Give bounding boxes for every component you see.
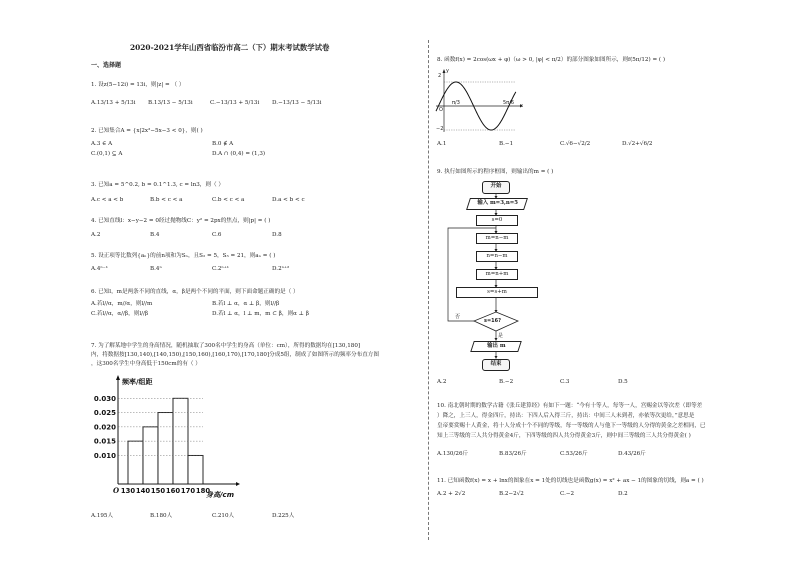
flow-step-4: s=s+m bbox=[456, 287, 538, 298]
q5-option-c: C.2ⁿ⁺¹ bbox=[212, 266, 230, 272]
hist-x-arrow bbox=[236, 482, 240, 486]
q1-option-d: D.−13/13 − 5/13i bbox=[272, 100, 322, 106]
q8-option-b: B.−1 bbox=[499, 141, 514, 147]
q8-option-c: C.√6−√2/2 bbox=[560, 141, 591, 147]
hist-x-tick: 150 bbox=[150, 487, 166, 495]
q9-option-a: A.2 bbox=[437, 379, 447, 385]
q6-option-d: D.若l ⊥ α，l ⊥ m，m ⊂ β，则α ⊥ β bbox=[212, 311, 309, 317]
hist-bar bbox=[128, 441, 143, 484]
section-heading: 一、选择题 bbox=[91, 62, 122, 69]
q7-option-d: D.225人 bbox=[272, 513, 295, 519]
q3-option-d: D.a < b < c bbox=[272, 197, 305, 203]
flow-input bbox=[466, 198, 528, 210]
flow-no-label: 否 bbox=[455, 314, 461, 320]
q9-option-b: B.−2 bbox=[499, 379, 514, 385]
q4-option-d: D.8 bbox=[272, 232, 282, 238]
q4-stem: 4. 已知直线l：x−y−2 = 0经过抛物线C：y² = 2px的焦点，则|p| = ( ) bbox=[91, 218, 271, 224]
q3-stem: 3. 已知a = 5^0.2, b = 0.1^1.3, c = ln3，则（ ） bbox=[91, 182, 224, 188]
q7-option-c: C.210人 bbox=[212, 513, 235, 519]
q7-stem-line3: ，这300名学生中身高低于150cm的有（ ） bbox=[91, 361, 201, 367]
q7-stem-line1: 7. 为了解某地中学生的身高情况，随机抽取了300名中学生的身高（单位：cm），所得的数据均在[130,180] bbox=[91, 343, 361, 349]
q10-stem-line1: 10. 南北朝时期的数学古籍《张丘建算经》有如下一题：“今有十等人，每等一人，宫赐金以等次差（即等差 bbox=[437, 403, 703, 409]
q4-option-c: C.6 bbox=[212, 232, 222, 238]
q4-option-a: A.2 bbox=[91, 232, 101, 238]
q11-option-d: D.2 bbox=[618, 491, 628, 497]
q7-option-b: B.180人 bbox=[150, 513, 173, 519]
q9-option-d: D.5 bbox=[618, 379, 628, 385]
q10-stem-line2: ）降之，上三人，得金四斤，持出：下四人后入得三斤，持出：中间三人未到者，亦依等次更给，”意思是 bbox=[437, 413, 695, 419]
q8-stem: 8. 函数f(x) = 2cos(ωx + φ)（ω > 0, |φ| < π/2）的部分图象如图所示，则f(5π/12) = ( ) bbox=[437, 57, 666, 63]
hist-bar bbox=[158, 413, 173, 484]
q7-stem-line2: 内，将数据按[130,140),[140,150),[150,160),[160,170),[170,180]分成5组，制成了如图所示的频率分布直方图 bbox=[91, 352, 379, 358]
q11-option-c: C.−2 bbox=[560, 491, 575, 497]
q3-option-b: B.b < c < a bbox=[150, 197, 183, 203]
q2-option-b: B.0 ∉ A bbox=[212, 141, 234, 147]
hist-x-tick: 170 bbox=[180, 487, 196, 495]
hist-origin: O bbox=[113, 486, 120, 495]
q6-stem: 6. 已知l，m是两条不同的直线，α，β是两个不同的平面，则下面命题正确的是（ ） bbox=[91, 289, 299, 295]
q2-option-d: D.A ∩ (0,4) = (1,3) bbox=[212, 151, 266, 157]
q8-option-a: A.1 bbox=[437, 141, 447, 147]
page-title: 2020-2021学年山西省临汾市高二（下）期末考试数学试卷 bbox=[130, 43, 330, 52]
q1-stem: 1. 设z(5−12i) = 13i，则|z| = （ ） bbox=[91, 82, 185, 88]
q9-stem: 9. 执行如图所示的程序框图，则输出的m = ( ) bbox=[437, 169, 554, 175]
flow-end: 结束 bbox=[482, 359, 510, 371]
q10-stem-line4: 知上三等级的三人共分得黄金4斤，下四等级的四人共分得黄金3斤，则中间三等级的三人共分得黄金( ) bbox=[437, 433, 691, 439]
cos-y-min: −2 bbox=[436, 126, 444, 132]
cos-x-tick2: 5π/6 bbox=[503, 100, 515, 106]
cos-y-label: y bbox=[446, 68, 449, 74]
cos-y-max: 2 bbox=[438, 73, 442, 79]
q8-option-d: D.√2+√6/2 bbox=[622, 141, 653, 147]
q9-option-c: C.3 bbox=[560, 379, 570, 385]
q11-option-a: A.2 + 2√2 bbox=[437, 491, 466, 497]
q10-option-d: D.43/26斤 bbox=[618, 451, 646, 457]
hist-x-tick: 130 bbox=[120, 487, 136, 495]
q5-option-d: D.2ⁿ⁺² bbox=[272, 266, 290, 272]
q1-option-b: B.13/13 − 5/13i bbox=[148, 100, 193, 106]
q11-stem: 11. 已知函数f(x) = x + lnx的图象在x = 1处的切线也是函数g(x) = x² + ax − 1的图象的切线，则a = ( ) bbox=[437, 478, 704, 484]
q10-option-b: B.83/26斤 bbox=[499, 451, 527, 457]
q2-stem: 2. 已知集合A = {x|2x²−5x−3 < 0}，则( ) bbox=[91, 128, 203, 134]
q6-option-a: A.若l//α，m//α，则l//m bbox=[91, 301, 153, 307]
q5-option-a: A.4ⁿ⁻¹ bbox=[91, 266, 108, 272]
flow-init-s: s=0 bbox=[476, 215, 518, 226]
hist-y-tick: 0.020 bbox=[93, 423, 116, 432]
flow-input-text: 输入 m=3,n=5 bbox=[476, 200, 518, 206]
hist-x-tick: 160 bbox=[165, 487, 181, 495]
flow-condition: s=16? bbox=[484, 318, 502, 324]
hist-y-tick: 0.010 bbox=[93, 451, 116, 460]
q7-option-a: A.195人 bbox=[91, 513, 114, 519]
q5-stem: 5. 设正项等比数列{aₙ}的前n项和为Sₙ，且S₂ = 5，S₃ = 21，则aₙ = ( ) bbox=[91, 253, 276, 259]
hist-y-tick: 0.015 bbox=[93, 437, 116, 446]
hist-y-tick: 0.025 bbox=[93, 409, 116, 418]
flow-step-3: m=n+m bbox=[476, 269, 518, 280]
q3-option-a: A.c < a < b bbox=[91, 197, 124, 203]
q5-option-b: B.4ⁿ bbox=[150, 266, 162, 272]
hist-x-tick: 180 bbox=[195, 487, 211, 495]
q11-option-b: B.2−2√2 bbox=[499, 491, 524, 497]
flow-step-2: n=n−m bbox=[476, 251, 518, 262]
q1-option-c: C.−13/13 + 5/13i bbox=[210, 100, 260, 106]
hist-y-tick: 0.030 bbox=[93, 394, 116, 403]
cos-origin: O bbox=[439, 107, 443, 113]
hist-bar bbox=[188, 455, 203, 484]
cos-x-tick1: π/3 bbox=[452, 100, 460, 106]
q1-option-a: A.13/13 + 5/13i bbox=[91, 100, 136, 106]
q3-option-c: C.b < c < a bbox=[212, 197, 245, 203]
q10-option-a: A.130/26斤 bbox=[437, 451, 469, 457]
flow-step-1: m=n−m bbox=[476, 233, 518, 244]
flow-output bbox=[470, 341, 522, 352]
q2-option-a: A.3 ∈ A bbox=[91, 141, 113, 147]
cos-x-label: x bbox=[520, 103, 523, 109]
q2-option-c: C.(0,1) ⊆ A bbox=[91, 151, 123, 157]
hist-y-label: 频率/组距 bbox=[122, 378, 153, 386]
histogram bbox=[88, 372, 268, 502]
column-divider bbox=[428, 40, 429, 540]
flow-yes-label: 是 bbox=[498, 333, 504, 339]
hist-x-tick: 140 bbox=[135, 487, 151, 495]
flow-output-text: 输出 m bbox=[486, 343, 506, 349]
q6-option-b: B.若l ⊥ α，α ⊥ β，则l//β bbox=[212, 301, 280, 307]
flow-start: 开始 bbox=[482, 181, 510, 194]
hist-y-arrow bbox=[116, 375, 120, 380]
q10-option-c: C.53/26斤 bbox=[560, 451, 588, 457]
q10-stem-line3: 皇帝要赏赐十人黄金，将十人分成十个不同的等级，每一等级的人与他下一等级的人分得的黄金之差相同，已 bbox=[437, 423, 706, 429]
q4-option-b: B.4 bbox=[150, 232, 160, 238]
hist-x-label: 身高/cm bbox=[206, 491, 234, 499]
q6-option-c: C.若l//α，α//β，则l//β bbox=[91, 311, 149, 317]
